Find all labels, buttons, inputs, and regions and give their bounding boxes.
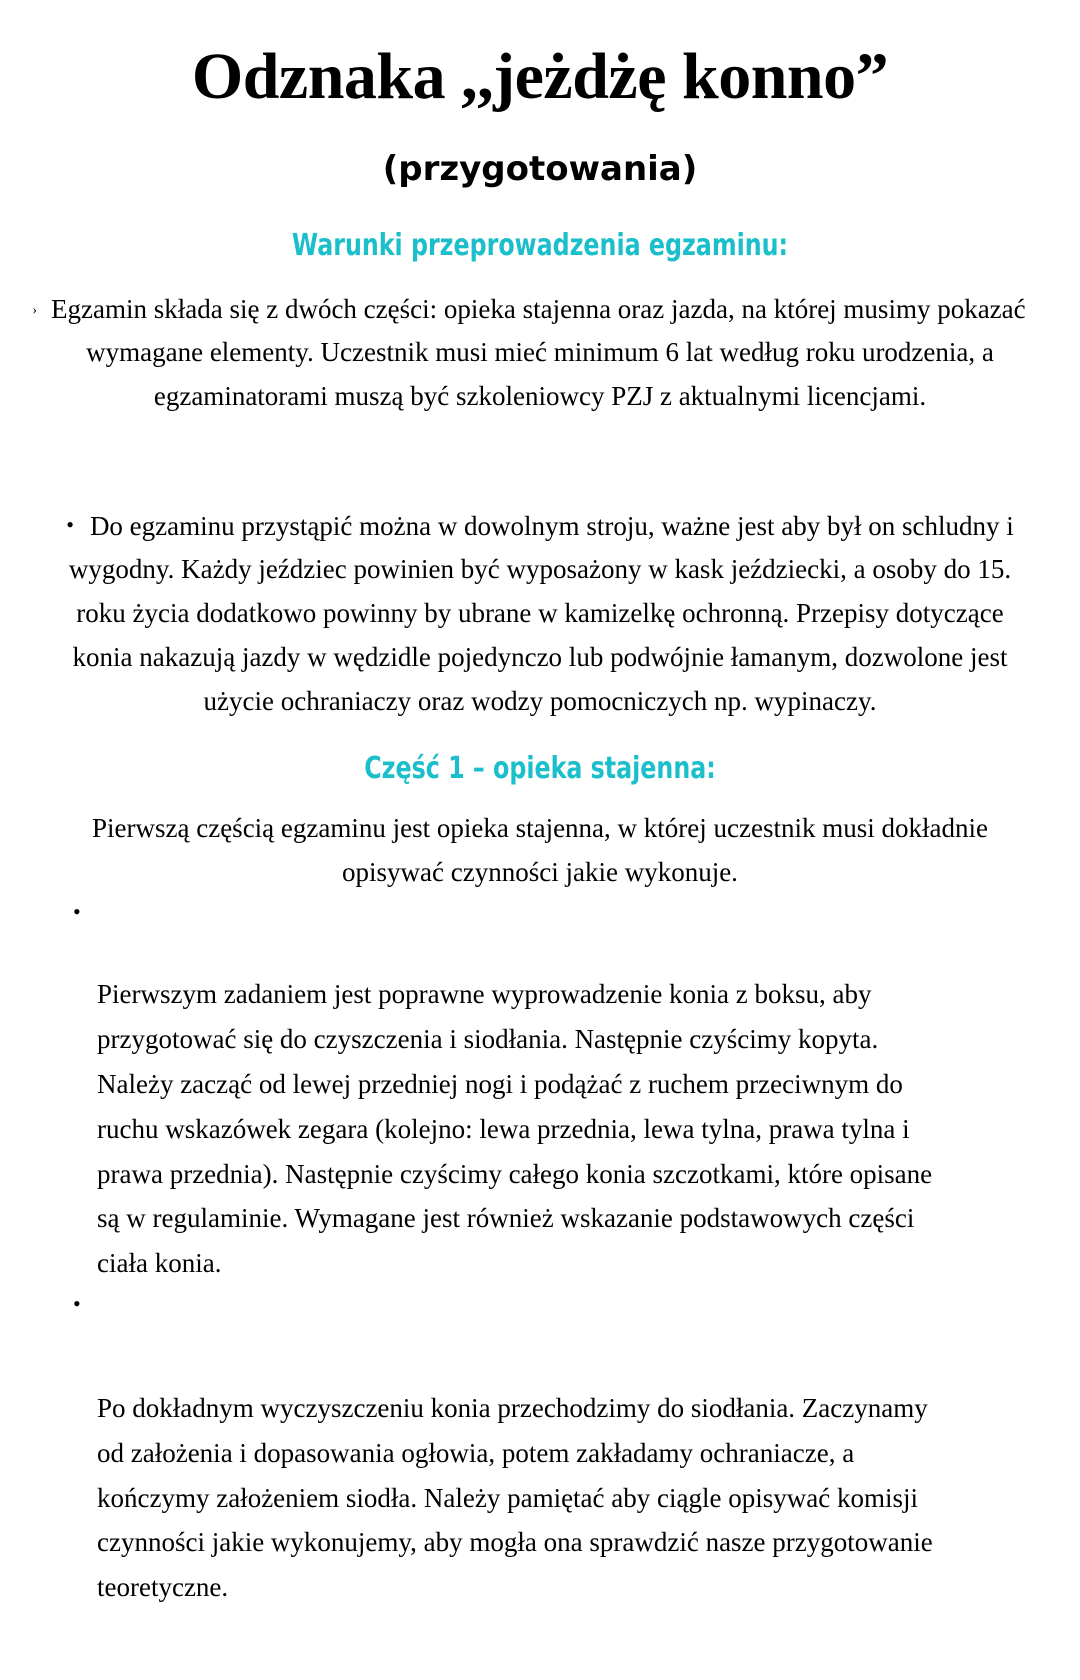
- list-item-text: Pierwszym zadaniem jest poprawne wyprowadzenie konia z boksu, aby przygotować się do czyszczenia i siodłania. Następnie czyścimy kopyta. Należy zacząć od lewej przedniej nogi i podążać z ruchem przeciwnym do ruchu wskazówek zegara (kolejno: lewa przednia, lewa tylna, prawa tylna i prawa przednia). Następnie czyścimy całego konia szczotkami, które opisane są w regulaminie. Wymagane jest również wskazanie podstawowych części ciała konia.: [97, 979, 933, 1279]
- page-title: Odznaka ,,jeżdżę konno”: [191, 40, 889, 113]
- section-heading-czesc-1: Część 1 – opieka stajenna:: [364, 751, 716, 787]
- list-marker-icon: ›: [32, 303, 38, 319]
- section-warunki: [34, 186, 1046, 262]
- bullet-icon: •: [73, 899, 81, 925]
- paragraph-opieka-stajenna-intro: Pierwszą częścią egzaminu jest opieka stajenna, w której uczestnik musi dokładnie opisywać czynności jakie wykonuje.: [92, 812, 988, 887]
- bullet-list-opieka-stajenna: [34, 894, 1046, 1610]
- paragraph-text: Do egzaminu przystąpić można w dowolnym stroju, ważne jest aby był on schludny i wygodny. Każdy jeździec powinien być wyposażony w kask jeździecki, a osoby do 15. roku życia dodatkowo powinny by ubrane w kamizelkę ochronną. Przepisy dotyczące konia nakazują jazdy w wędzidle pojedynczo lub podwójnie łamanym, dozwolone jest użycie ochraniaczy oraz wodzy pomocniczych np. wypinaczy.: [68, 510, 1014, 716]
- page-bottom-spacer: [34, 1610, 1046, 1680]
- paragraph-stroj: [34, 419, 1046, 724]
- section-heading-warunki: Warunki przeprowadzenia egzaminu:: [291, 228, 789, 263]
- list-item: [34, 1286, 1046, 1610]
- paragraph-text: Egzamin składa się z dwóch części: opieka stajenna oraz jazda, na której musimy pokazać wymagane elementy. Uczestnik musi mieć minimum 6 lat według roku urodzenia, a egzaminatorami muszą być szkoleniowcy PZJ z aktualnymi licencjami.: [51, 293, 1026, 411]
- bullet-icon: •: [73, 1291, 81, 1317]
- paragraph-egzamin-sklada: [34, 262, 1046, 419]
- bullet-icon: •: [66, 512, 74, 538]
- list-item: [34, 894, 1046, 1286]
- page-subtitle: (przygotowania): [382, 149, 698, 189]
- list-item-text: Po dokładnym wyczyszczeniu konia przechodzimy do siodłania. Zaczynamy od założenia i dopasowania ogłowia, potem zakładamy ochraniacze, a kończymy założeniem siodła. Należy pamiętać aby ciągle opisywać komisji czynności jakie wykonujemy, aby mogła ona sprawdzić nasze przygotowanie teoretyczne.: [97, 1393, 933, 1603]
- section-czesc-1: [34, 723, 1046, 785]
